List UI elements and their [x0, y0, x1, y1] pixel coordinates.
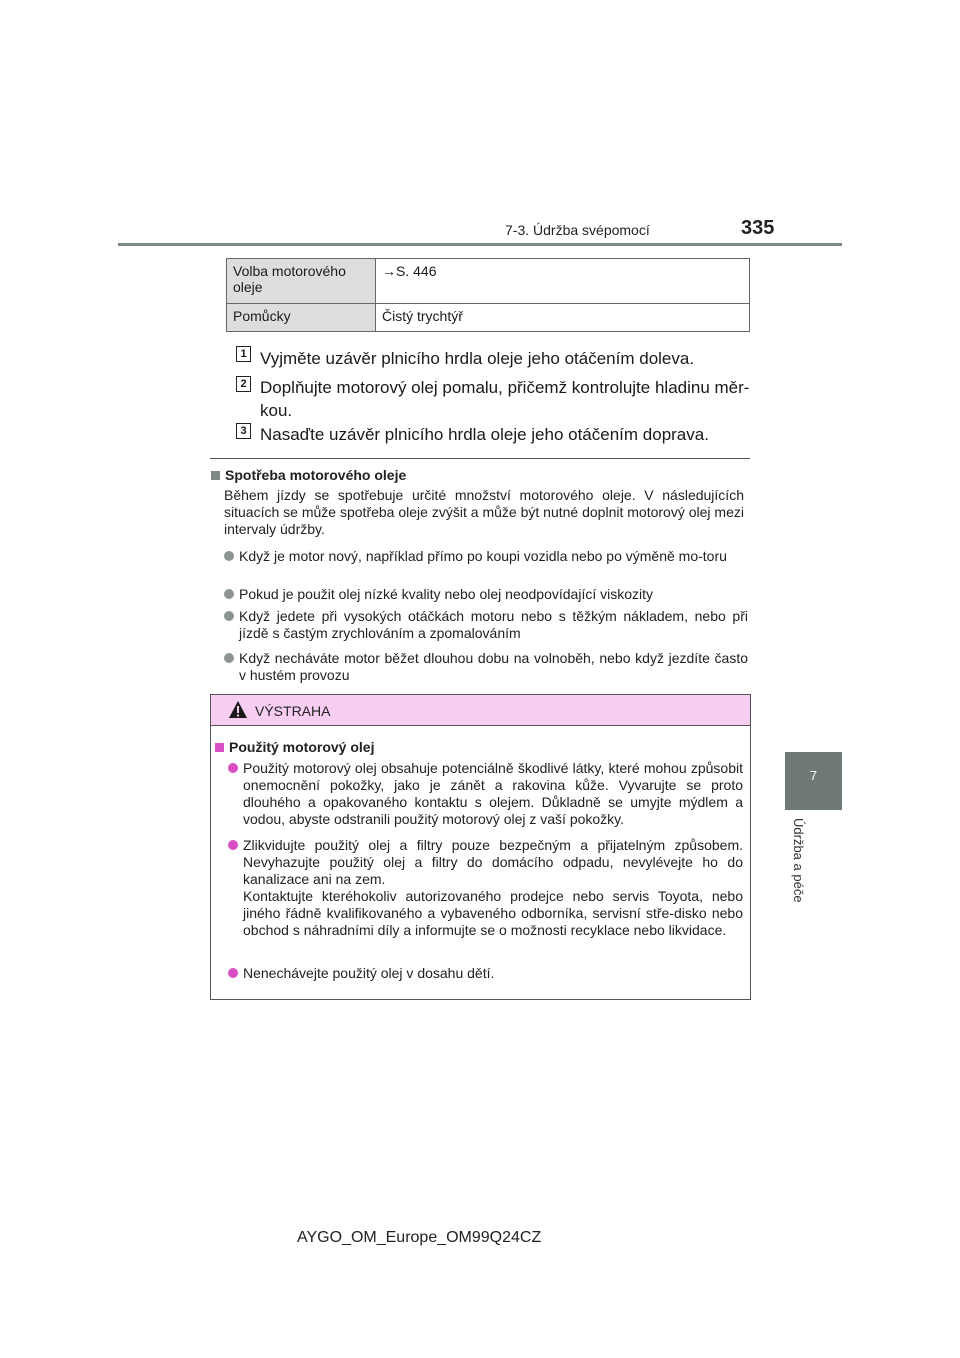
- list-item-text: Když je motor nový, například přímo po koupi vozidla nebo po výměně mo-toru: [239, 548, 727, 564]
- chapter-label: Údržba a péče: [791, 818, 806, 903]
- step-number-1: 1: [236, 346, 251, 362]
- header-rule: [118, 243, 842, 246]
- list-item-text: Nenechávejte použitý olej v dosahu dětí.: [243, 965, 495, 981]
- step-text-3: Nasaďte uzávěr plnicího hrdla oleje jeho otáčením doprava.: [260, 425, 709, 444]
- list-item: [239, 608, 748, 642]
- list-item-text: Když necháváte motor běžet dlouhou dobu na volnoběh, nebo když jezdíte často v hustém provozu: [239, 650, 748, 683]
- table-cell-value: →S. 446: [376, 259, 750, 304]
- table-cell-label: Pomůcky: [227, 304, 376, 332]
- info-table: [226, 258, 750, 332]
- chapter-tab: 7: [785, 752, 842, 810]
- list-item: [243, 965, 743, 982]
- list-item: [243, 837, 743, 888]
- list-item-text: Pokud je použit olej nízké kvality nebo olej neodpovídající viskozity: [239, 586, 654, 602]
- section-divider: [210, 458, 750, 459]
- consumption-heading: [211, 467, 406, 483]
- list-item-text: Zlikvidujte použitý olej a filtry pouze bezpečným a přijatelným způsobem. Nevyhazujte použitý olej a filtry do domácího odpadu, nevylévejte ho do kanalizace ani na zem.: [243, 837, 743, 887]
- section-title: 7-3. Údržba svépomocí: [505, 222, 650, 238]
- warning-header: [211, 695, 750, 726]
- table-row: [227, 304, 750, 332]
- warning-box: [210, 694, 751, 1000]
- warning-triangle-icon: [228, 700, 248, 719]
- step-text-2: Doplňujte motorový olej pomalu, přičemž kontrolujte hladinu měr-kou.: [260, 378, 750, 420]
- bullet-icon: [228, 840, 238, 850]
- step-number-2: 2: [236, 376, 251, 392]
- document-id: AYGO_OM_Europe_OM99Q24CZ: [297, 1229, 542, 1246]
- bullet-icon: [224, 611, 234, 621]
- bullet-icon: [224, 589, 234, 599]
- list-item: [239, 650, 748, 684]
- square-bullet-icon: [215, 743, 224, 752]
- bullet-icon: [228, 968, 238, 978]
- list-item: [239, 586, 748, 603]
- consumption-title: Spotřeba motorového oleje: [225, 467, 407, 483]
- page-number: 335: [741, 217, 775, 239]
- bullet-icon: [228, 763, 238, 773]
- table-cell-value: Čistý trychtýř: [376, 304, 750, 332]
- list-item-continuation: Kontaktujte kteréhokoliv autorizovaného prodejce nebo servis Toyota, nebo jiného řádně kvalifikovaného a vybaveného odborníka, servisní stře-disko nebo obchod s náhradními díly a informujte se o možnosti recyklace nebo likvidace.: [243, 888, 743, 938]
- list-item: [239, 548, 748, 565]
- bullet-icon: [224, 551, 234, 561]
- table-cell-label: Volba motorového oleje: [227, 259, 376, 304]
- warning-label: VÝSTRAHA: [255, 703, 331, 719]
- warning-subtitle: Použitý motorový olej: [229, 739, 375, 755]
- list-item-text: Použitý motorový olej obsahuje potenciálně škodlivé látky, které mohou způsobit onemocnění pokožky, jako je zánět a rakovina kůže. Vyvarujte se proto dlouhého a opakovaného kontaktu s olejem. Důkladně se umyjte mýdlem a vodou, abyste odstranili použitý motorový olej z vaší pokožky.: [243, 760, 743, 827]
- step-text-1: Vyjměte uzávěr plnicího hrdla oleje jeho otáčením doleva.: [260, 349, 695, 368]
- warning-subheading: [215, 739, 374, 755]
- bullet-icon: [224, 653, 234, 663]
- consumption-intro: Během jízdy se spotřebuje určité množství motorového oleje. V následujících situacích se může spotřeba oleje zvýšit a může být nutné doplnit motorový olej mezi intervaly údržby.: [224, 487, 744, 537]
- table-row: [227, 259, 750, 304]
- list-item: [243, 760, 743, 828]
- square-bullet-icon: [211, 471, 220, 480]
- list-item-text: Když jedete při vysokých otáčkách motoru nebo s těžkým nákladem, nebo při jízdě s častým zrychlováním a zpomalováním: [239, 608, 748, 641]
- step-number-3: 3: [236, 423, 251, 439]
